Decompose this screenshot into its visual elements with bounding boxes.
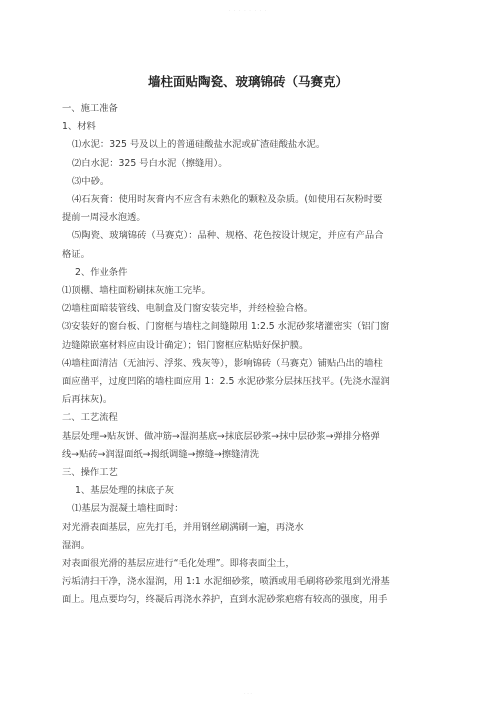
paragraph-line: ⑴水泥：325 号及以上的普通硅酸盐水泥或矿渣硅酸盐水泥。	[72, 139, 326, 151]
document-body	[62, 100, 440, 610]
paragraph-line: ⑷石灰膏：使用时灰膏内不应含有未熟化的颗粒及杂质。(如使用石灰粉时要	[72, 194, 383, 206]
subsection-heading: 2、作业条件	[75, 266, 128, 278]
paragraph-line: 面应凿平，过度凹陷的墙柱面应用 1：2.5 水泥砂浆分层抹压找平。(先浇水湿润	[62, 376, 390, 388]
section-heading: 二、工艺流程	[62, 412, 118, 424]
paragraph-line: 线→贴砖→润湿面纸→揭纸调缝→擦缝→擦缝清洗	[62, 448, 259, 460]
paragraph-line: 污垢清扫干净，浇水湿润，用 1:1 水泥细砂浆，喷洒或用毛刷将砂浆甩到光滑基	[62, 576, 390, 588]
paragraph-line: ⑶安装好的窗台板、门窗框与墙柱之间缝隙用 1:2.5 水泥砂浆堵灌密实（铝门窗	[62, 321, 390, 333]
page-header: · · · · · · · ·	[228, 8, 268, 14]
paragraph-line: 湿润。	[62, 539, 90, 551]
document-title: 墙柱面贴陶瓷、玻璃锦砖（马赛克）	[147, 74, 348, 89]
paragraph-line: 对表面很光滑的基层应进行“毛化处理”。即将表面尘土，	[62, 558, 295, 570]
paragraph-line: ⑸陶瓷、玻璃锦砖（马赛克）：品种、规格、花色按设计规定，并应有产品合	[72, 230, 384, 242]
paragraph-line: ⑷墙柱面清洁（无油污、浮浆、残灰等），影响锦砖（马赛克）铺贴凸出的墙柱	[62, 357, 383, 369]
subsection-heading: 1、基层处理的抹底子灰	[75, 485, 174, 497]
paragraph-line: ⑵墙柱面暗装管线、电制盒及门窗安装完毕，并经检验合格。	[62, 303, 314, 315]
paragraph-line: ⑵白水泥：325 号白水泥（擦缝用）。	[72, 157, 228, 169]
subsection-heading: 1、材料	[62, 121, 96, 133]
paragraph-line: ⑴基层为混凝土墙柱面时：	[72, 503, 184, 515]
paragraph-line: 基层处理→贴灰饼、做冲筋→湿润基底→抹底层砂浆→抹中层砂浆→弹排分格弹	[62, 430, 380, 442]
section-heading: 一、施工准备	[62, 103, 118, 114]
section-heading: 三、操作工艺	[62, 467, 118, 479]
paragraph-line: 格证。	[62, 248, 90, 260]
paragraph-line: 提前一周浸水泡透。	[62, 212, 146, 224]
paragraph-line: ⑴顶棚、墙柱面粉刷抹灰施工完毕。	[62, 285, 211, 297]
paragraph-line: 对光滑表面基层，应先打毛，并用钢丝刷满刷一遍，再浇水	[62, 521, 304, 533]
paragraph-line: 边缝隙嵌塞材料应由设计确定）；铝门窗框应粘贴好保护膜。	[62, 339, 309, 351]
paragraph-line: 面上。甩点要均匀，终凝后再浇水养护，直到水泥砂浆疤瘩有较高的强度，用手	[62, 594, 388, 606]
paragraph-line: 后再抹灰)。	[62, 394, 113, 406]
page-footer: · · ·	[244, 691, 252, 697]
paragraph-line: ⑶中砂。	[72, 175, 110, 187]
